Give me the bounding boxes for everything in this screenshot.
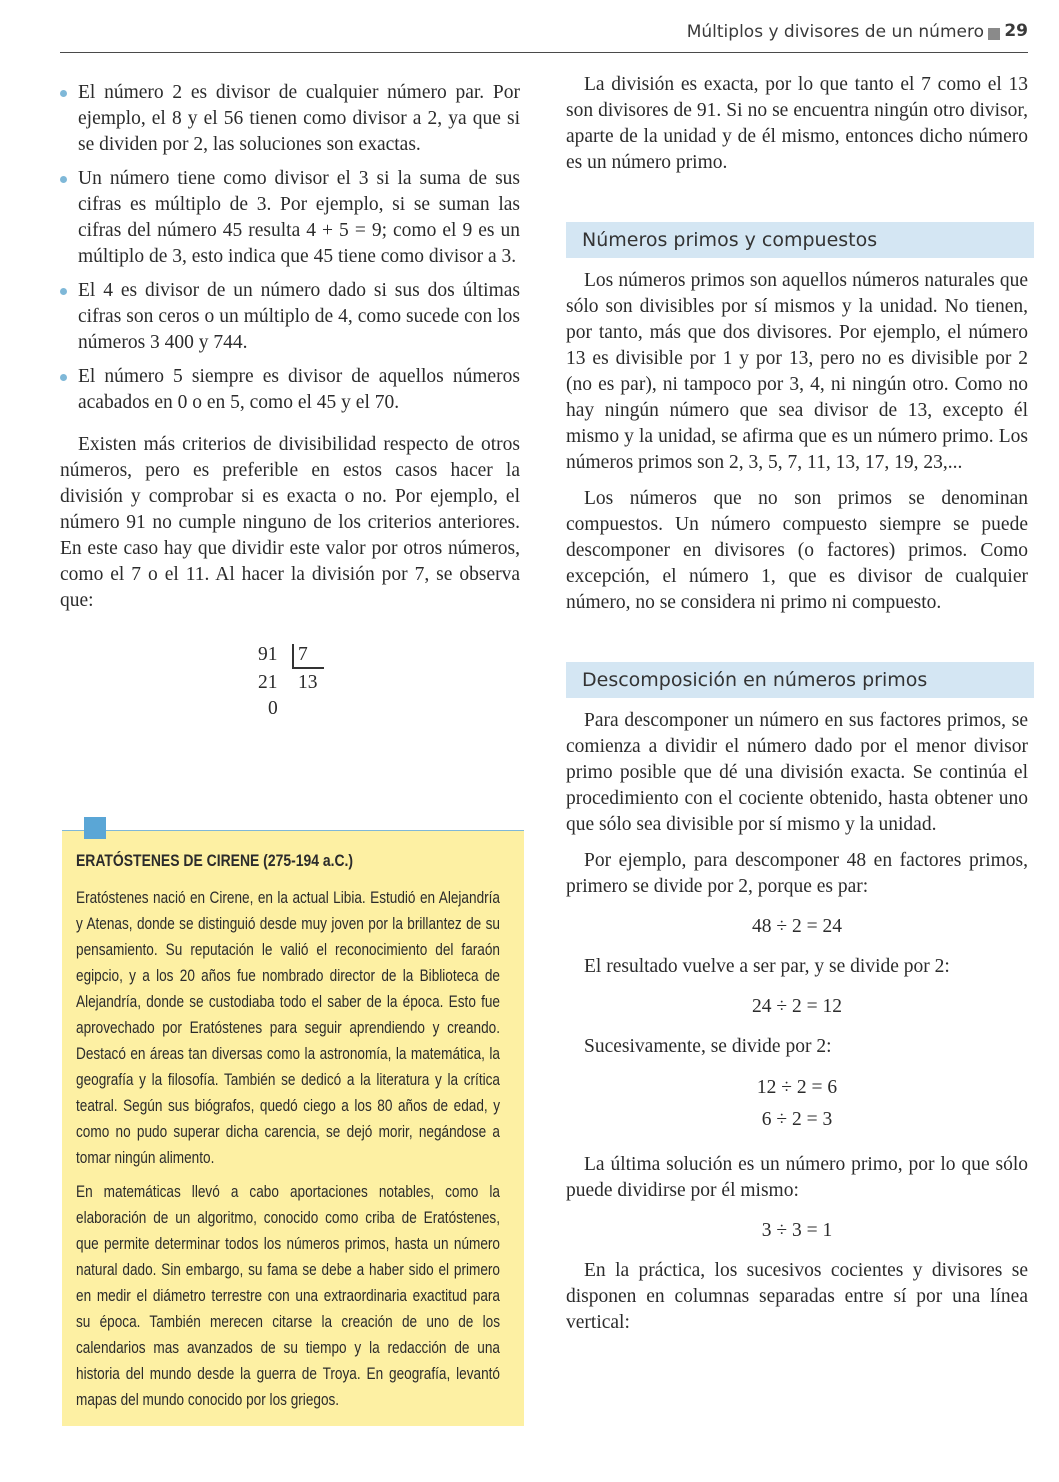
body-paragraph: Existen más criterios de divisibilidad respecto de otros números, pero es preferible en estos casos hacer la división y comprobar si es exacta o no. Por ejemplo, el número 91 no cumple ninguno de los criterios anteriores. En este caso hay que dividir este valor por otros números, como el 7 o el 11. Al hacer la división por 7, se observa que: [60,434,520,611]
page-header [60,18,1028,53]
division-bar-horizontal [292,667,324,669]
equation-group [566,1072,1028,1136]
body-paragraph: Los números primos son aquellos números naturales que sólo son divisibles por sí mismos y la unidad. No tienen, por tanto, más que dos divisores. Por ejemplo, el número 13 es divisible por 1 y por 13, pero no es divisible por 2 (no es par), ni tampoco por 3, 4, ni ningún otro. Como no hay ningún número que sea divisor de 13, excepto él mismo y la unidad, se afirma que es un número primo. Los números primos son 2, 3, 5, 7, 11, 13, 17, 19, 23,... [566,270,1028,473]
division-partial: 21 [258,672,278,693]
list-item-text: El número 5 siempre es divisor de aquellos números acabados en 0 o en 5, como el 45 y el 70. [78,366,520,413]
body-paragraph: Los números que no son primos se denominan compuestos. Un número compuesto siempre se puede descomponer en divisores (o factores) primos. Como excepción, el número 1, que es divisor de cualquier número, no se considera ni primo ni compuesto. [566,488,1028,613]
running-title: Múltiplos y divisores de un número [686,22,984,42]
bullet-icon [60,374,67,381]
equation: 24 ÷ 2 = 12 [752,996,842,1017]
body-paragraph: Sucesivamente, se divide por 2: [584,1036,832,1057]
bullet-icon [60,288,67,295]
box-paragraph: Eratóstenes nació en Cirene, en la actual Libia. Estudió en Alejandría y Atenas, donde se distinguió desde muy joven por la brillantez de su pensamiento. Su reputación le valió el reconocimiento del faraón egipcio, y a los 20 años fue nombrado director de la Biblioteca de Alejandría, donde se custodiaba todo el saber de la época. Esto fue aprovechado por Eratóstenes para seguir aprendiendo y creando. Destacó en áreas tan diversas como la astronomía, la matemática, la geografía y la filosofía. También se dedicó a la literatura y la crítica teatral. Según sus biógrafos, quedó ciego a los 80 años de edad, y como no pudo superar dicha carencia, se dejó morir, negándose a tomar ningún alimento. [76,888,500,1167]
page-number: 29 [1004,21,1028,41]
box-square-icon [84,817,106,839]
division-bar-vertical [292,644,294,668]
list-item-text: El 4 es divisor de un número dado si sus dos últimas cifras son ceros o un múltiplo de 4, como sucede con los números 3 400 y 744. [78,280,520,353]
body-paragraph: En la práctica, los sucesivos cocientes y divisores se disponen en columnas separadas entre sí por una línea vertical: [566,1260,1028,1333]
divisibility-criteria-list [60,80,520,416]
header-square-icon [988,28,1000,40]
list-item [60,80,520,158]
biography-box [62,830,524,1426]
left-column [60,80,520,722]
body-paragraph: El resultado vuelve a ser par, y se divide por 2: [584,956,950,977]
bullet-icon [60,90,67,97]
division-divisor: 7 [298,644,308,665]
division-remainder: 0 [268,698,278,719]
bullet-icon [60,176,67,183]
equation: 3 ÷ 3 = 1 [761,1220,833,1241]
equation: 48 ÷ 2 = 24 [752,916,842,937]
right-column [566,72,1028,1336]
body-paragraph: Por ejemplo, para descomponer 48 en factores primos, primero se divide por 2, porque es par: [566,850,1028,897]
section-heading: Descomposición en números primos [566,662,1034,698]
body-paragraph: La división es exacta, por lo que tanto el 7 como el 13 son divisores de 91. Si no se encuentra ningún otro divisor, aparte de la unidad y de él mismo, entonces dicho número es un número primo. [566,74,1028,173]
list-item [60,364,520,416]
list-item-text: Un número tiene como divisor el 3 si la suma de sus cifras es múltiplo de 3. Por ejemplo, si se suman las cifras del número 45 resulta 4 + 5 = 9; como el 9 es un múltiplo de 3, esto indica que 45 tiene como divisor a 3. [78,168,520,267]
long-division [258,642,378,722]
list-item-text: El número 2 es divisor de cualquier número par. Por ejemplo, el 8 y el 56 tienen como divisor a 2, ya que si se dividen por 2, las soluciones son exactas. [78,82,520,155]
box-title: ERATÓSTENES DE CIRENE (275-194 a.C.) [76,851,354,870]
box-body [76,885,500,1421]
body-paragraph: Para descomponer un número en sus factores primos, se comienza a dividir el número dado por el menor divisor primo posible que dé una división exacta. Se continúa el procedimiento con el cociente obtenido, hasta obtener uno que sólo sea divisible por sí mismo y la unidad. [566,710,1028,835]
equation: 6 ÷ 2 = 3 [761,1109,833,1130]
section-heading: Números primos y compuestos [566,222,1034,258]
division-quotient: 13 [298,672,318,693]
division-dividend: 91 [258,644,278,665]
body-paragraph: La última solución es un número primo, por lo que sólo puede dividirse por él mismo: [566,1154,1028,1201]
equation: 12 ÷ 2 = 6 [756,1077,838,1098]
list-item [60,278,520,356]
box-paragraph: En matemáticas llevó a cabo aportaciones notables, como la elaboración de un algoritmo, conocido como criba de Eratóstenes, que permite determinar todos los números primos, hasta un número natural dado. Sin embargo, su fama se debe a haber sido el primero en medir el diámetro terrestre con una extraordinaria exactitud para su época. También merecen citarse la creación de uno de los calendarios mas avanzados de su tiempo y la redacción de una historia del mundo desde la guerra de Troya. En geografía, levantó mapas del mundo conocido por los griegos. [76,1182,500,1409]
list-item [60,166,520,270]
